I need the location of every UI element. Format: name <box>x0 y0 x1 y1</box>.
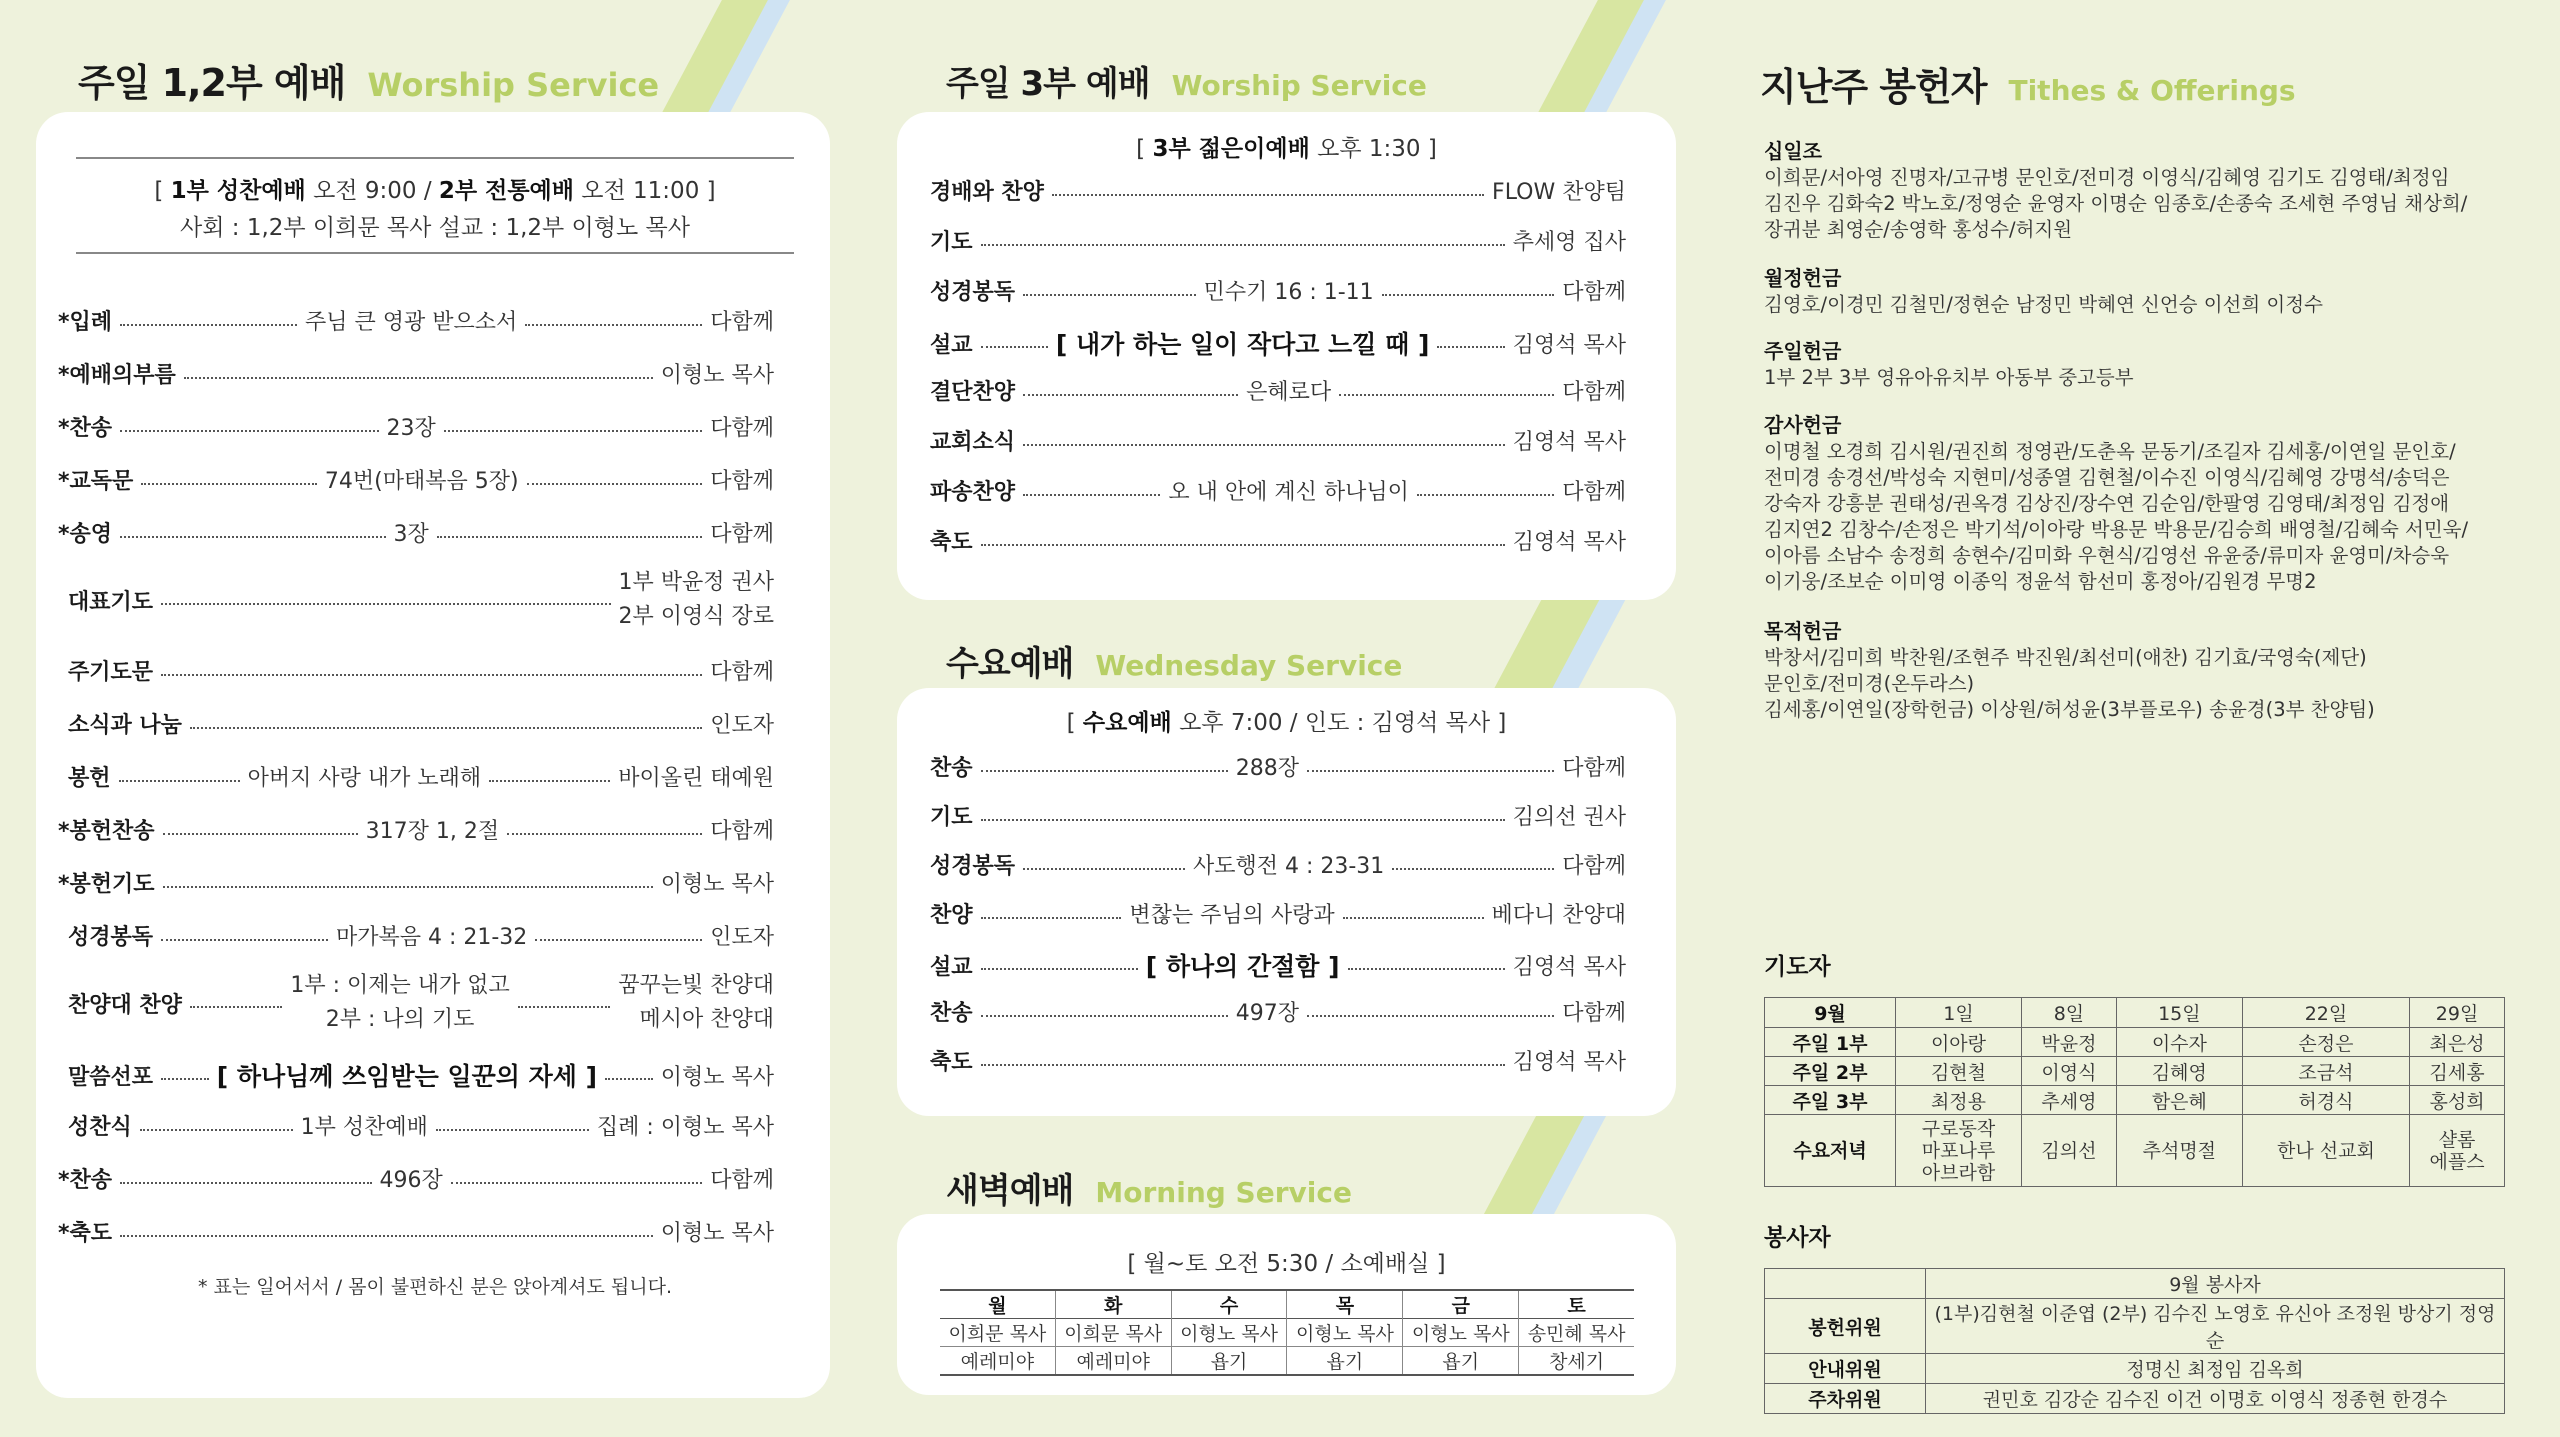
item-label: *입례 <box>58 310 113 335</box>
item-label: *찬송 <box>58 1168 113 1193</box>
order-item <box>58 867 774 898</box>
ws12-note: * 표는 일어서서 / 몸이 불편하신 분은 앉아계셔도 됩니다. <box>197 1276 673 1298</box>
order-item <box>58 517 774 548</box>
offering-title: 주일헌금 <box>1764 339 1842 363</box>
item-leader: 다함께 <box>1562 854 1627 879</box>
item-content: 1부 성찬예배 <box>300 1115 428 1140</box>
offering-line: 김영호/이경민 김철민/정현순 남정민 박혜연 신언승 이선희 이정수 <box>1764 293 2323 316</box>
item-leader: 김영석 목사 <box>1512 332 1627 358</box>
volunteer-names: (1부)김현철 이준엽 (2부) 김수진 노영호 유신아 조정원 방상기 정영순 <box>1926 1299 2505 1354</box>
order-item <box>58 305 774 336</box>
dawn-leader: 이형노 목사 <box>1403 1319 1519 1347</box>
item-leader: 1부 박윤정 권사 2부 이영식 장로 <box>618 570 774 629</box>
order-item <box>68 969 774 1037</box>
item-content: 마가복음 4 : 21-32 <box>335 925 528 950</box>
item-leader: 이형노 목사 <box>660 1221 774 1246</box>
prayer-service: 주일 2부 <box>1765 1057 1896 1086</box>
prayer-cell: 이아랑 <box>1896 1028 2022 1057</box>
prayer-service: 주일 1부 <box>1765 1028 1896 1057</box>
order-item <box>930 996 1626 1027</box>
item-leader: 다함께 <box>710 1168 774 1193</box>
offering-line: 김지연2 김창수/손정은 박기석/이아랑 박용문 박용문/김승희 배영철/김혜숙 서민욱/ <box>1764 518 2469 541</box>
offering-title: 월정헌금 <box>1764 266 1842 290</box>
item-leader: 다함께 <box>710 469 775 494</box>
item-label: 찬양 <box>930 903 973 928</box>
item-label: 소식과 나눔 <box>68 713 182 738</box>
item-leader: 집례 : 이형노 목사 <box>596 1115 774 1140</box>
order-item <box>930 525 1626 556</box>
prayer-cell: 샬롬 에플스 <box>2410 1115 2505 1187</box>
prayer-table <box>1764 997 2505 1187</box>
prayer-cell: 구로동작 마포나루 아브라함 <box>1896 1115 2022 1187</box>
order-item <box>930 475 1626 506</box>
item-label: 찬송 <box>930 756 973 781</box>
item-label: 찬송 <box>930 1001 973 1026</box>
item-label: 대표기도 <box>68 589 154 615</box>
prayer-cell: 허경식 <box>2242 1086 2409 1115</box>
order-item <box>930 751 1626 782</box>
prayer-title: 기도자 <box>1764 954 1831 980</box>
order-item <box>930 800 1626 831</box>
prayer-service: 수요저녁 <box>1765 1115 1896 1187</box>
item-content: 288장 <box>1235 756 1299 781</box>
item-leader: 이형노 목사 <box>660 1064 775 1090</box>
item-leader: 인도자 <box>710 713 774 738</box>
service-name: 2부 전통예배 <box>438 178 574 204</box>
offering-line: 1부 2부 3부 영유아유치부 아동부 중고등부 <box>1764 366 2134 389</box>
order-item <box>58 411 774 442</box>
day-header: 월 <box>940 1290 1055 1319</box>
dawn-book: 욥기 <box>1287 1347 1403 1376</box>
sermon-title: [ 하나님께 쓰임받는 일꾼의 자세 ] <box>216 1062 598 1091</box>
prayer-date: 22일 <box>2242 998 2409 1028</box>
volunteer-role: 안내위원 <box>1765 1354 1926 1384</box>
dawn-title-en: Morning Service <box>1095 1176 1352 1209</box>
order-item <box>58 464 774 495</box>
item-label: *송영 <box>58 522 113 547</box>
offering-line: 문인호/전미경(온두라스) <box>1764 672 1975 695</box>
item-label: 성경봉독 <box>68 925 154 950</box>
order-item <box>930 849 1626 880</box>
item-content: 은혜로다 <box>1246 380 1332 405</box>
item-leader: 다함께 <box>1562 756 1626 781</box>
order-item <box>930 225 1626 256</box>
volunteer-role: 주차위원 <box>1765 1384 1926 1414</box>
prayer-cell: 추석명절 <box>2116 1115 2242 1187</box>
order-item <box>68 708 774 739</box>
dawn-table <box>940 1289 1634 1376</box>
item-label: 성경봉독 <box>930 280 1016 305</box>
offering-line: 이아름 소남수 송정희 송현수/김미화 우현식/김영선 유윤중/류미자 윤영미/차승욱 <box>1764 544 2450 567</box>
order-item <box>930 947 1626 983</box>
item-label: 설교 <box>930 954 973 980</box>
ws3-title-en: Worship Service <box>1171 69 1427 102</box>
day-header: 수 <box>1171 1290 1287 1319</box>
offering-section-sunday <box>1764 337 2509 391</box>
item-label: 기도 <box>930 805 973 830</box>
item-label: 성찬식 <box>68 1115 132 1140</box>
item-leader: 김영석 목사 <box>1512 954 1626 980</box>
prayer-cell: 조금석 <box>2242 1057 2409 1086</box>
prayer-cell: 손정은 <box>2242 1028 2409 1057</box>
item-label: 찬양대 찬양 <box>68 992 182 1018</box>
prayer-cell: 김세홍 <box>2410 1057 2505 1086</box>
item-label: 파송찬양 <box>930 480 1016 505</box>
item-leader: 추세영 집사 <box>1512 230 1626 255</box>
volunteers-title: 봉사자 <box>1764 1225 1831 1251</box>
wed-heading <box>946 636 1402 685</box>
offering-line: 전미경 송경선/박성숙 지현미/성종열 김현철/이수진 이영식/김혜영 강명석/송덕은 <box>1764 466 2450 489</box>
offerings-title: 지난주 봉헌자 <box>1760 65 1987 109</box>
ws3-heading <box>946 56 1427 105</box>
divider <box>76 157 794 159</box>
item-leader: 베다니 찬양대 <box>1491 903 1627 928</box>
item-leader: 인도자 <box>710 925 775 950</box>
volunteers-header: 9월 봉사자 <box>1926 1269 2505 1299</box>
order-item <box>68 655 774 686</box>
item-leader: 다함께 <box>1562 380 1627 405</box>
dawn-book: 창세기 <box>1549 1351 1605 1373</box>
offering-title: 십일조 <box>1764 139 1822 163</box>
item-content: 74번(마태복음 5장) <box>324 469 519 494</box>
day-header: 토 <box>1567 1295 1586 1317</box>
order-item <box>58 1216 774 1247</box>
item-label: *찬송 <box>58 416 113 441</box>
prayer-date: 8일 <box>2021 998 2116 1028</box>
offering-line: 이기웅/조보순 이미영 이종익 정윤석 함선미 홍정아/김원경 무명2 <box>1764 570 2317 593</box>
item-content: 변찮는 주님의 사랑과 <box>1129 903 1335 928</box>
service-name: 1부 성찬예배 <box>170 178 306 204</box>
prayer-cell: 홍성희 <box>2410 1086 2505 1115</box>
item-leader: FLOW 찬양팀 <box>1492 180 1626 205</box>
item-label: 축도 <box>930 530 973 555</box>
offerings-title-en: Tithes & Offerings <box>2008 74 2296 107</box>
divider <box>76 252 794 254</box>
item-content: 오 내 안에 계신 하나님이 <box>1168 480 1409 505</box>
item-leader: 김영석 목사 <box>1512 1050 1626 1075</box>
prayer-cell: 한나 선교회 <box>2242 1115 2409 1187</box>
day-header: 금 <box>1403 1290 1519 1319</box>
item-leader: 김영석 목사 <box>1512 530 1626 555</box>
sermon-title: [ 내가 하는 일이 작다고 느낄 때 ] <box>1055 330 1430 359</box>
ws12-title: 주일 1,2부 예배 <box>78 61 346 105</box>
item-label: 설교 <box>930 332 973 358</box>
dawn-book: 욥기 <box>1171 1347 1287 1376</box>
prayer-service: 주일 3부 <box>1765 1086 1896 1115</box>
prayer-date: 15일 <box>2116 998 2242 1028</box>
volunteers-table <box>1764 1268 2505 1414</box>
item-leader: 바이올린 태예원 <box>618 766 775 791</box>
offering-line: 장귀분 최영순/송영학 홍성수/허지원 <box>1764 218 2073 241</box>
prayer-date: 29일 <box>2410 998 2505 1028</box>
dawn-heading <box>946 1163 1352 1212</box>
order-item <box>68 566 774 634</box>
offering-line: 강숙자 강흥분 권태성/권옥경 김상진/장수연 김순임/한팔영 김영태/최정임 김정애 <box>1764 492 2450 515</box>
item-label: 성경봉독 <box>930 854 1016 879</box>
order-item <box>930 425 1626 456</box>
prayer-cell: 김혜영 <box>2116 1057 2242 1086</box>
item-label: *봉헌찬송 <box>58 819 155 844</box>
dawn-book: 욥기 <box>1403 1347 1519 1376</box>
item-leader: 김영석 목사 <box>1512 430 1626 455</box>
sermon-title: [ 하나의 간절함 ] <box>1145 952 1340 981</box>
item-content: 아버지 사랑 내가 노래해 <box>247 766 482 791</box>
offering-title: 목적헌금 <box>1764 619 1842 643</box>
dawn-leader: 송민혜 목사 <box>1527 1323 1626 1345</box>
item-label: 축도 <box>930 1050 973 1075</box>
item-leader: 다함께 <box>710 660 774 685</box>
dawn-title: 새벽예배 <box>946 1171 1074 1211</box>
order-item <box>930 325 1626 361</box>
item-content: 주님 큰 영광 받으소서 <box>305 310 518 335</box>
dawn-book: 예레미야 <box>940 1347 1055 1376</box>
service-name: 3부 젊은이예배 <box>1152 136 1310 162</box>
order-item <box>68 761 774 792</box>
offering-section-thanks <box>1764 411 2509 595</box>
item-content: 민수기 16 : 1-11 <box>1203 280 1374 305</box>
volunteer-names: 정명신 최정임 김옥희 <box>1926 1354 2505 1384</box>
offerings-heading <box>1760 56 2296 111</box>
service-name: 수요예배 <box>1082 710 1172 736</box>
offering-line: 이명철 오경희 김시원/권진희 정영관/도춘옥 문동기/조길자 김세홍/이연일 문인호/ <box>1764 440 2456 463</box>
order-item <box>930 375 1626 406</box>
item-leader: 다함께 <box>1562 480 1626 505</box>
order-item <box>68 1110 774 1141</box>
item-content: 1부 : 이제는 내가 없고 2부 : 나의 기도 <box>290 973 510 1032</box>
prayer-cell: 최은성 <box>2410 1028 2505 1057</box>
item-leader: 다함께 <box>710 522 774 547</box>
ws3-title: 주일 3부 예배 <box>946 64 1150 104</box>
prayer-date: 1일 <box>1896 998 2022 1028</box>
offering-section-tithes <box>1764 137 2509 243</box>
ws3-info: [ 3부 젊은이예배 오후 1:30 ] <box>1136 136 1437 162</box>
order-item <box>68 1057 774 1093</box>
item-leader: 꿈꾸는빛 찬양대 메시아 찬양대 <box>618 973 774 1032</box>
dawn-info: [ 월~토 오전 5:30 / 소예배실 ] <box>1127 1251 1446 1277</box>
item-label: 주기도문 <box>68 660 154 685</box>
item-content: 496장 <box>379 1168 443 1193</box>
offering-line: 김진우 김화숙2 박노호/정영순 윤영자 이명순 임종호/손종숙 조세현 주영님 채상희/ <box>1764 192 2468 215</box>
item-content: 사도행전 4 : 23-31 <box>1192 854 1385 879</box>
order-item <box>58 358 774 389</box>
offering-line: 김세홍/이연일(장학헌금) 이상원/허성윤(3부플로우) 송윤경(3부 찬양팀) <box>1764 698 2375 721</box>
item-label: 경배와 찬양 <box>930 180 1044 205</box>
item-label: 말씀선포 <box>68 1064 154 1090</box>
dawn-leader: 이희문 목사 <box>940 1319 1055 1347</box>
prayer-cell: 이영식 <box>2021 1057 2116 1086</box>
item-leader: 다함께 <box>710 819 775 844</box>
order-item <box>930 1045 1626 1076</box>
item-content: 23장 <box>386 416 436 441</box>
ws12-leaders: 사회 : 1,2부 이희문 목사 설교 : 1,2부 이형노 목사 <box>180 215 690 241</box>
dawn-leader: 이희문 목사 <box>1055 1319 1171 1347</box>
item-content: 317장 1, 2절 <box>365 819 500 844</box>
prayer-month: 9월 <box>1765 998 1896 1028</box>
wed-title-en: Wednesday Service <box>1095 649 1403 682</box>
item-content: 497장 <box>1235 1001 1299 1026</box>
ws12-title-en: Worship Service <box>367 66 660 104</box>
item-label: 봉헌 <box>68 766 111 791</box>
day-header: 목 <box>1287 1290 1403 1319</box>
item-label: *예배의부름 <box>58 363 176 388</box>
item-label: *봉헌기도 <box>58 872 155 897</box>
item-leader: 다함께 <box>710 416 774 441</box>
offering-line: 박창서/김미희 박찬원/조현주 박진원/최선미(애찬) 김기효/국영숙(제단) <box>1764 646 2367 669</box>
ws12-info: [ 1부 성찬예배 오전 9:00 / 2부 전통예배 오전 11:00 ] <box>154 178 716 204</box>
offering-section-monthly <box>1764 264 2509 318</box>
prayer-cell: 김의선 <box>2021 1115 2116 1187</box>
item-label: *교독문 <box>58 469 134 494</box>
prayer-cell: 함은혜 <box>2116 1086 2242 1115</box>
offering-line: 이희문/서아영 진명자/고규병 문인호/전미경 이영식/김혜영 김기도 김영태/최정임 <box>1764 166 2450 189</box>
volunteer-names: 권민호 김강순 김수진 이건 이명호 이영식 정종현 한경수 <box>1926 1384 2505 1414</box>
order-item <box>58 1163 774 1194</box>
prayer-cell: 이수자 <box>2116 1028 2242 1057</box>
ws12-heading <box>78 52 659 107</box>
item-label: 결단찬양 <box>930 380 1016 405</box>
order-item <box>930 898 1626 929</box>
offering-section-purpose <box>1764 617 2509 723</box>
item-leader: 이형노 목사 <box>660 363 774 388</box>
prayer-cell: 김현철 <box>1896 1057 2022 1086</box>
item-label: *축도 <box>58 1221 113 1246</box>
item-leader: 다함께 <box>1562 280 1627 305</box>
dawn-leader: 이형노 목사 <box>1287 1319 1403 1347</box>
prayer-cell: 추세영 <box>2021 1086 2116 1115</box>
wed-title: 수요예배 <box>946 644 1074 684</box>
item-label: 교회소식 <box>930 430 1016 455</box>
dawn-book: 예레미야 <box>1055 1347 1171 1376</box>
prayer-cell: 박윤정 <box>2021 1028 2116 1057</box>
item-leader: 다함께 <box>1562 1001 1626 1026</box>
dawn-leader: 이형노 목사 <box>1171 1319 1287 1347</box>
day-header: 화 <box>1055 1290 1171 1319</box>
item-leader: 다함께 <box>710 310 774 335</box>
wed-info: [ 수요예배 오후 7:00 / 인도 : 김영석 목사 ] <box>1066 710 1507 736</box>
item-leader: 이형노 목사 <box>660 872 774 897</box>
item-content: 3장 <box>393 522 429 547</box>
item-leader: 김의선 권사 <box>1512 805 1626 830</box>
order-item <box>68 920 774 951</box>
order-item <box>58 814 774 845</box>
volunteer-role: 봉헌위원 <box>1765 1299 1926 1354</box>
order-item <box>930 175 1626 206</box>
prayer-cell: 최정용 <box>1896 1086 2022 1115</box>
item-label: 기도 <box>930 230 973 255</box>
offering-title: 감사헌금 <box>1764 413 1842 437</box>
order-item <box>930 275 1626 306</box>
